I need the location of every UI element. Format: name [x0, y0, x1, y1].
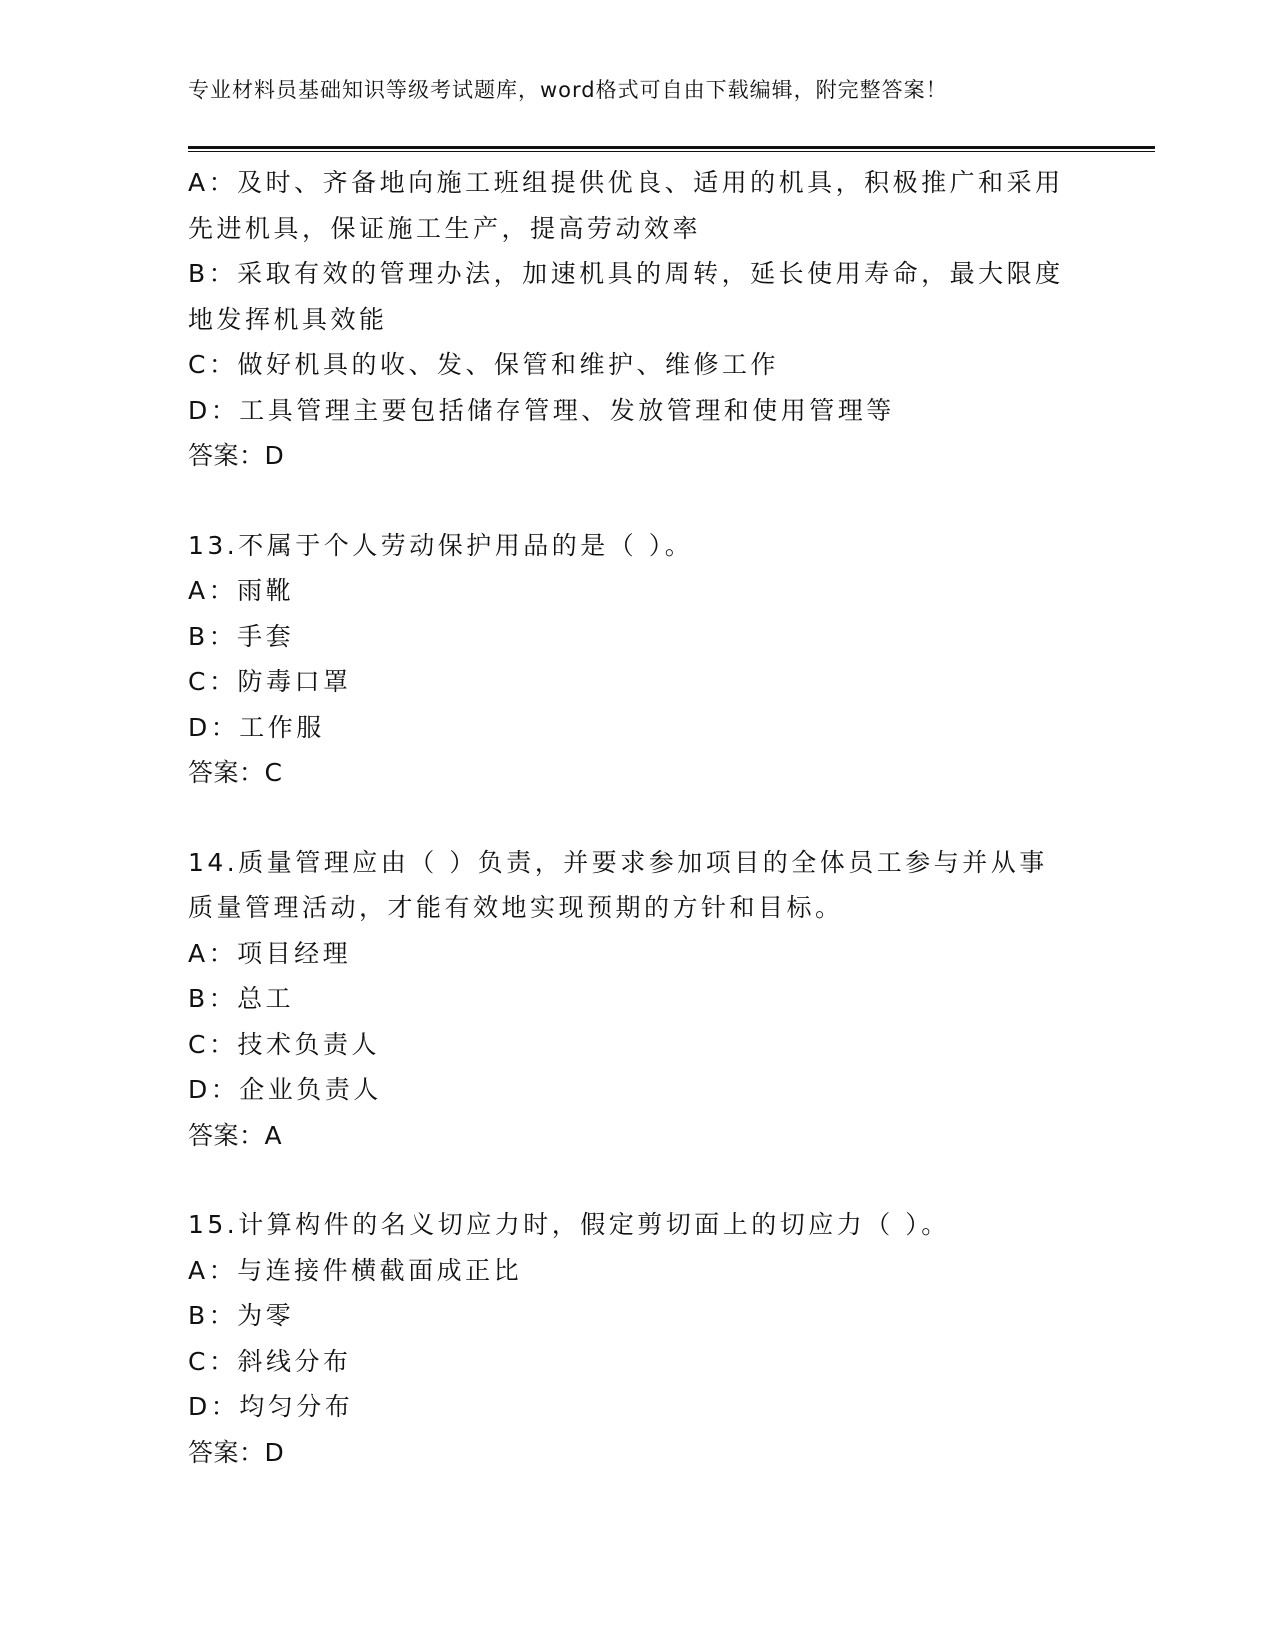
q12-option-d: D：工具管理主要包括储存管理、发放管理和使用管理等 [188, 395, 895, 425]
q12-option-b-line2: 地发挥机具效能 [188, 304, 388, 334]
question-content [188, 160, 1088, 1475]
question-14-block [188, 840, 1088, 1159]
q15-question: 15.计算构件的名义切应力时，假定剪切面上的切应力（ ）。 [188, 1210, 950, 1239]
page-header: 专业材料员基础知识等级考试题库，word格式可自由下载编辑，附完整答案！ [188, 78, 948, 102]
q12-option-a-line1: A：及时、齐备地向施工班组提供优良、适用的机具，积极推广和采用 [188, 168, 1064, 197]
header-rule-thick [188, 146, 1155, 149]
q14-option-d: D：企业负责人 [188, 1075, 382, 1104]
question-15-block [188, 1202, 1088, 1475]
q12-option-a-line2: 先进机具，保证施工生产，提高劳动效率 [188, 213, 702, 243]
q14-option-a: A：项目经理 [188, 938, 352, 968]
q14-question-line2: 质量管理活动，才能有效地实现预期的方针和目标。 [188, 893, 844, 922]
q13-question: 13.不属于个人劳动保护用品的是（ ）。 [188, 530, 694, 560]
q13-answer: 答案：C [188, 758, 283, 787]
q14-answer: 答案：A [188, 1120, 283, 1150]
q14-question-line1: 14.质量管理应由（ ）负责，并要求参加项目的全体员工参与并从事 [188, 847, 1048, 877]
q12-option-b-line1: B：采取有效的管理办法，加速机具的周转，延长使用寿命，最大限度 [188, 259, 1064, 288]
q15-answer: 答案：D [188, 1437, 285, 1467]
q15-option-c: C：斜线分布 [188, 1346, 352, 1376]
q13-option-b: B：手套 [188, 621, 295, 651]
q15-option-a: A：与连接件横截面成正比 [188, 1255, 523, 1285]
q14-option-b: B：总工 [188, 984, 295, 1013]
q12-answer: 答案：D [188, 441, 285, 470]
header-rule-thin [188, 151, 1155, 152]
question-12-block [188, 160, 1088, 479]
q13-option-d: D：工作服 [188, 712, 325, 742]
q14-option-c: C：技术负责人 [188, 1029, 380, 1059]
q13-option-a: A：雨靴 [188, 576, 295, 605]
spacer [188, 796, 1088, 840]
spacer [188, 479, 1088, 523]
question-13-block [188, 523, 1088, 796]
q12-option-c: C：做好机具的收、发、保管和维护、维修工作 [188, 350, 779, 379]
spacer [188, 1158, 1088, 1202]
q15-option-d: D：均匀分布 [188, 1392, 354, 1421]
q13-option-c: C：防毒口罩 [188, 667, 352, 696]
q15-option-b: B：为零 [188, 1301, 295, 1330]
